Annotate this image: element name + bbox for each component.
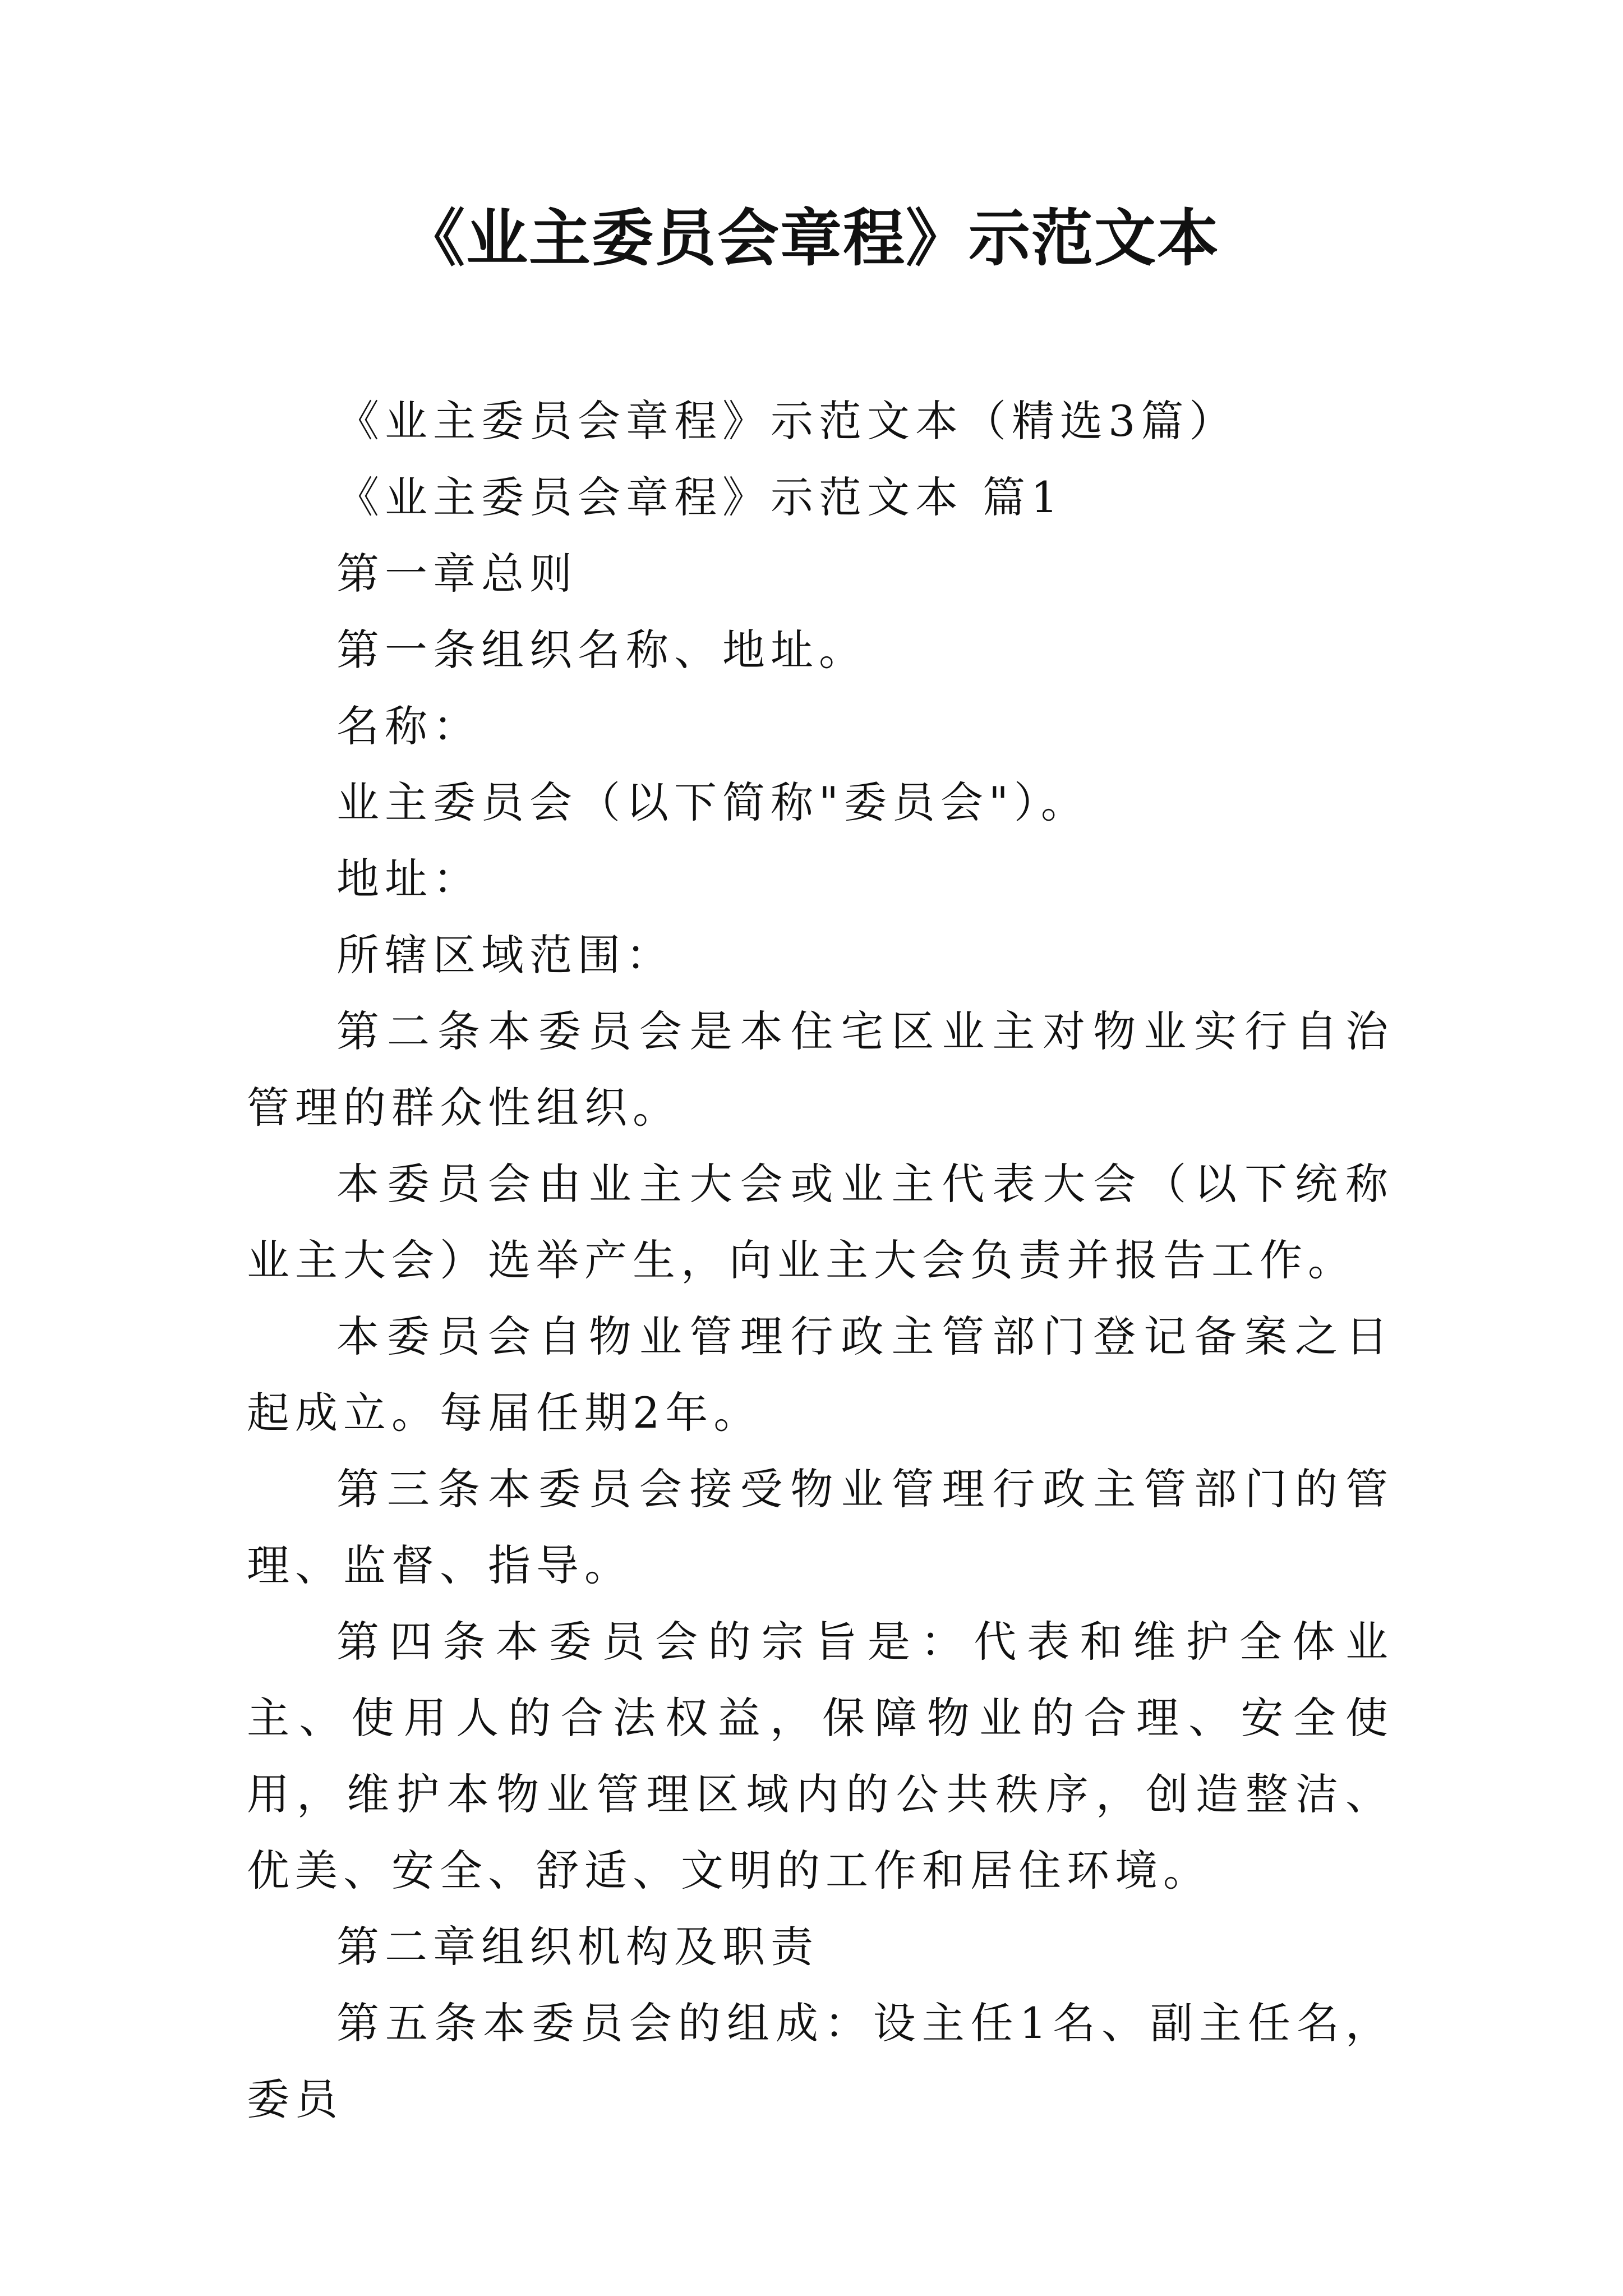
document-body [247, 383, 1394, 2138]
paragraph-name-label: 名称： [336, 701, 481, 751]
paragraph-chapter-2: 第二章组织机构及职责 [336, 1922, 819, 1972]
paragraph-election: 本委员会由业主大会或业主代表大会（以下统称业主大会）选举产生，向业主大会负责并报告工作。 [247, 1159, 1394, 1285]
paragraph-article-4: 第四条本委员会的宗旨是：代表和维护全体业主、使用人的合法权益，保障物业的合理、安全使用，维护本物业管理区域内的公共秩序，创造整洁、优美、安全、舒适、文明的工作和居住环境。 [247, 1617, 1394, 1895]
paragraph-article-3: 第三条本委员会接受物业管理行政主管部门的管理、监督、指导。 [247, 1464, 1394, 1590]
paragraph-section-heading: 《业主委员会章程》示范文本 篇1 [336, 472, 1064, 522]
document-title: 《业主委员会章程》示范文本 [403, 202, 1220, 274]
paragraph-article-2: 第二条本委员会是本住宅区业主对物业实行自治管理的群众性组织。 [247, 1006, 1394, 1133]
paragraph-term: 本委员会自物业管理行政主管部门登记备案之日起成立。每届任期2年。 [247, 1312, 1394, 1438]
paragraph-article-5: 第五条本委员会的组成：设主任1名、副主任名，委员 [247, 1998, 1394, 2124]
paragraph-area-label: 所辖区域范围： [336, 930, 674, 980]
paragraph-address-label: 地址： [336, 854, 481, 904]
paragraph-article-1: 第一条组织名称、地址。 [336, 625, 867, 675]
paragraph-name-value: 业主委员会（以下简称"委员会"）。 [336, 777, 1089, 827]
paragraph-subtitle: 《业主委员会章程》示范文本（精选3篇） [336, 396, 1238, 446]
paragraph-chapter-1: 第一章总则 [336, 549, 578, 599]
